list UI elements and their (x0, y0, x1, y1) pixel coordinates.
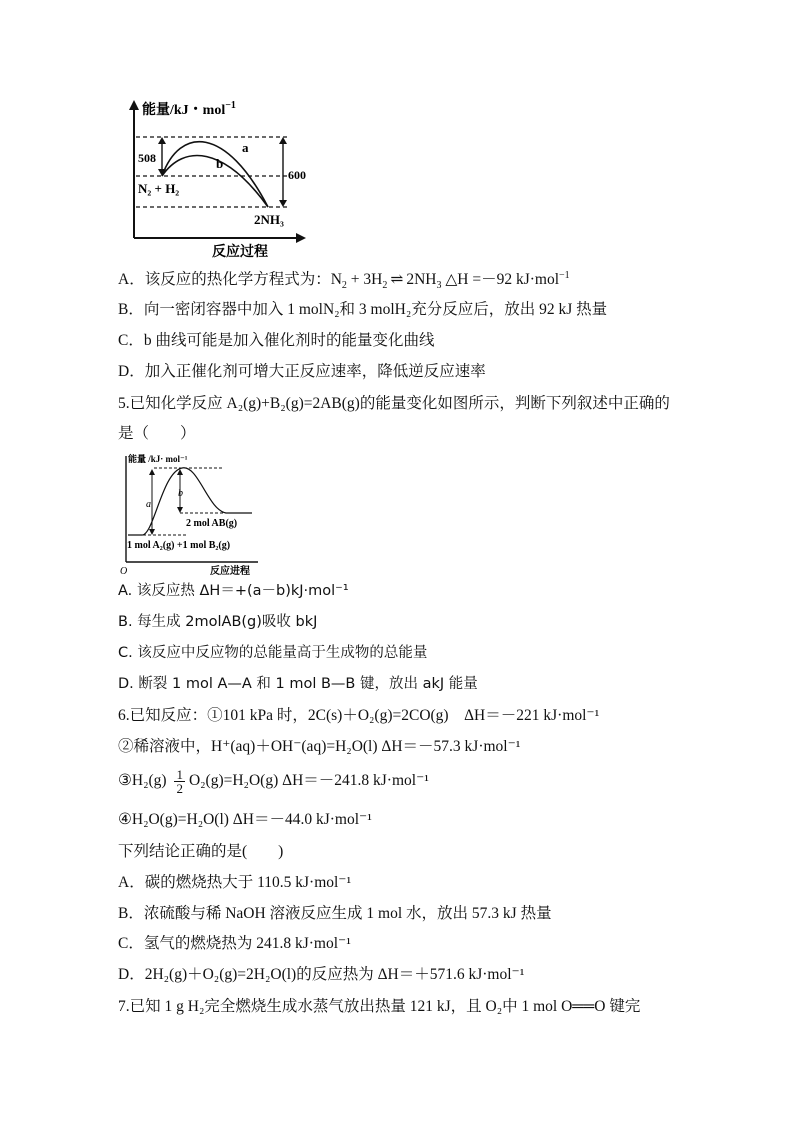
q4-option-a: A．该反应的热化学方程式为：$N_2 + 3H_2$ ⇌ $2NH_3$ △H =－92 kJ·mol$^{-1}$ (118, 269, 570, 292)
q6-option-a: A．碳的燃烧热大于 110.5 kJ·mol⁻¹ (118, 874, 352, 891)
fig2-reactant: 1 mol A₂(g) +1 mol B₂(g) (127, 540, 231, 551)
fig1-ylabel: 能量/kJ・mol$^{-1}$ (142, 100, 236, 118)
q4-option-c: C．b 曲线可能是加入催化剂时的能量变化曲线 (118, 332, 435, 349)
q7-stem: 7.已知 1 g H₂完全燃烧生成水蒸气放出热量 121 kJ，且 O₂中 1 mol O══O 键完 (118, 998, 641, 1015)
energy-diagram-ab (118, 450, 268, 578)
q6-option-d: D．2H₂(g)＋O₂(g)=2H₂O(l)的反应热为 ΔH＝＋571.6 kJ·mol⁻¹ (118, 966, 525, 983)
q5-option-c: C. 该反应中反应物的总能量高于生成物的总能量 (118, 645, 428, 661)
fig1-label-508: 508 (138, 151, 156, 165)
fig1-product: 2NH₃ (254, 212, 284, 227)
q6-reaction-2: ②稀溶液中，H⁺(aq)＋OH⁻(aq)=H₂O(l) ΔH＝－57.3 kJ·mol⁻¹ (118, 738, 521, 755)
fig1-xlabel: 反应过程 (212, 245, 268, 260)
q6-option-c: C．氢气的燃烧热为 241.8 kJ·mol⁻¹ (118, 935, 351, 952)
fig1-label-600: 600 (288, 168, 306, 182)
q6-reaction-3: ③H₂(g) $\frac{1}{2}$ O₂(g)=H₂O(g) ΔH＝－241.8 kJ·mol⁻¹ (118, 766, 429, 796)
q6-option-b: B．浓硫酸与稀 NaOH 溶液反应生成 1 mol 水，放出 57.3 kJ 热量 (118, 905, 552, 922)
fig2-ylabel: 能量 /kJ· mol⁻¹ (128, 454, 188, 464)
half-fraction: $\frac{1}{2}$ (176, 766, 183, 796)
fig2-label-a: a (146, 499, 151, 510)
fig1-curve-a: a (242, 140, 249, 155)
q5-stem-line2: 是（ ） (118, 425, 196, 442)
fig2-origin: O (120, 566, 128, 577)
fig1-curve-b: b (216, 156, 224, 171)
fig2-product: 2 mol AB(g) (186, 518, 238, 529)
fig2-label-b: b (178, 488, 183, 499)
q6-ask: 下列结论正确的是( ) (118, 843, 284, 860)
fig1-reactant: N₂ + H₂ (138, 181, 180, 196)
q5-option-d: D. 断裂 1 mol A—A 和 1 mol B—B 键，放出 akJ 能量 (118, 676, 478, 692)
q5-option-a: A. 该反应热 ΔH＝+(a－b)kJ·mol⁻¹ (118, 583, 349, 599)
q5-stem-line1: 5.已知化学反应 A₂(g)+B₂(g)=2AB(g)的能量变化如图所示，判断下列叙述中正确的 (118, 395, 670, 412)
q5-option-b: B. 每生成 2molAB(g)吸收 bkJ (118, 614, 318, 630)
energy-diagram-nh3 (118, 96, 328, 261)
q4-option-b: B．向一密闭容器中加入 1 molN₂和 3 molH₂充分反应后，放出 92 kJ 热量 (118, 301, 608, 318)
q4-option-d: D．加入正催化剂可增大正反应速率，降低逆反应速率 (118, 363, 486, 380)
fig2-xlabel: 反应进程 (210, 566, 250, 577)
q6-stem: 6.已知反应：①101 kPa 时，2C(s)＋O₂(g)=2CO(g) ΔH＝－221 kJ·mol⁻¹ (118, 707, 600, 724)
q6-reaction-4: ④H₂O(g)=H₂O(l) ΔH＝－44.0 kJ·mol⁻¹ (118, 811, 372, 828)
